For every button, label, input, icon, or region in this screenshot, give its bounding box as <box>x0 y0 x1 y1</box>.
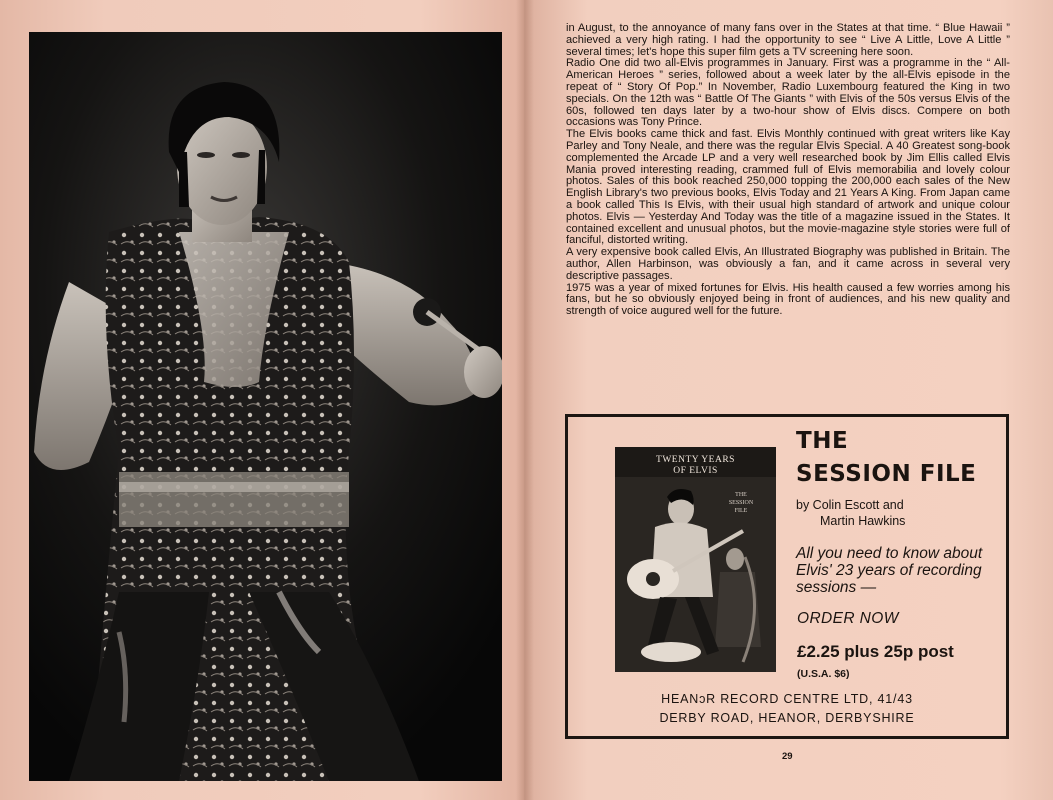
book-cover-illustration <box>615 447 776 672</box>
session-file-advertisement <box>565 414 1009 739</box>
article-paragraph-5: 1975 was a year of mixed fortunes for Elvis. His health caused a few worries among his fans, but he so obviously enjoyed being in front of audiences, and his new quality and strength of voice augured well for the future. <box>566 281 1010 318</box>
article-body <box>566 23 1010 318</box>
book-cover-subtitle: THE SESSION FILE <box>728 492 754 514</box>
article-paragraph-1: in August, to the annoyance of many fans over in the States at that time. “ Blue Hawaii ” achieved a very high rating. I had the opportunity to see “ Live A Little, Love A Little ” several times; let's hope this super film gets a TV screening here soon. <box>566 22 1010 58</box>
article-paragraph-2: Radio One did two all-Elvis programmes in January. First was a programme in the “ All-American Heroes ” series, followed about a week later by the all-Elvis episode in the repeat of “ Story Of Pop.” In November, Radio Luxembourg featured the King in two specials. On the 12th was “ Battle Of The Giants ” with Elvis of the 50s versus Elvis of the 60s, followed ten days later by a two-hour show of Elvis discs. Compere on both occasions was Tony Prince. <box>566 57 1010 129</box>
elvis-performance-photo <box>29 32 502 781</box>
ad-authors: by Colin Escott and Martin Hawkins <box>796 498 906 528</box>
ad-address: HEANɔR RECORD CENTRE LTD, 41/43 DERBY ROAD, HEANOR, DERBYSHIRE <box>659 692 915 725</box>
order-now-text: ORDER NOW <box>797 610 899 627</box>
page-number: 29 <box>782 751 793 762</box>
ad-usa-price: (U.S.A. $6) <box>797 668 850 680</box>
page-gutter <box>516 0 534 800</box>
article-paragraph-3: The Elvis books came thick and fast. Elvis Monthly continued with great writers like Kay Parley and Tony Neale, and there was the regular Elvis Special. A 40 Greatest song-book complemented the Arcade LP and a very well researched book by Jim Ellis called Elvis Mania proved interesting reading, crammed full of Elvis memorabilia and lovely colour photos. Sales of this book reached 250,000 topping the 200,000 each sales of the New English Library's two previous books, Elvis Today and 21 Years A King. From Japan came a book called This Is Elvis, with their usual high standard of artwork and unique colour photos. Elvis — Yesterday And Today was the title of a magazine issued in the States. It contained excellent and unusual photos, but the movie-magazine style stories were full of fanciful, distorted writing. <box>566 128 1010 247</box>
photo-illustration <box>29 32 502 781</box>
ad-headline: THE SESSION FILE <box>796 428 977 487</box>
article-paragraph-4: A very expensive book called Elvis, An Illustrated Biography was published in Britain. The author, Allen Harbinson, was obviously a fan, and it came across in several very descriptive passages. <box>566 246 1010 282</box>
ad-blurb: All you need to know about Elvis' 23 years of recording sessions — <box>796 545 983 596</box>
book-cover-image <box>615 447 776 672</box>
ad-price: £2.25 plus 25p post <box>797 642 954 661</box>
book-cover-title: TWENTY YEARS OF ELVIS <box>656 455 735 476</box>
